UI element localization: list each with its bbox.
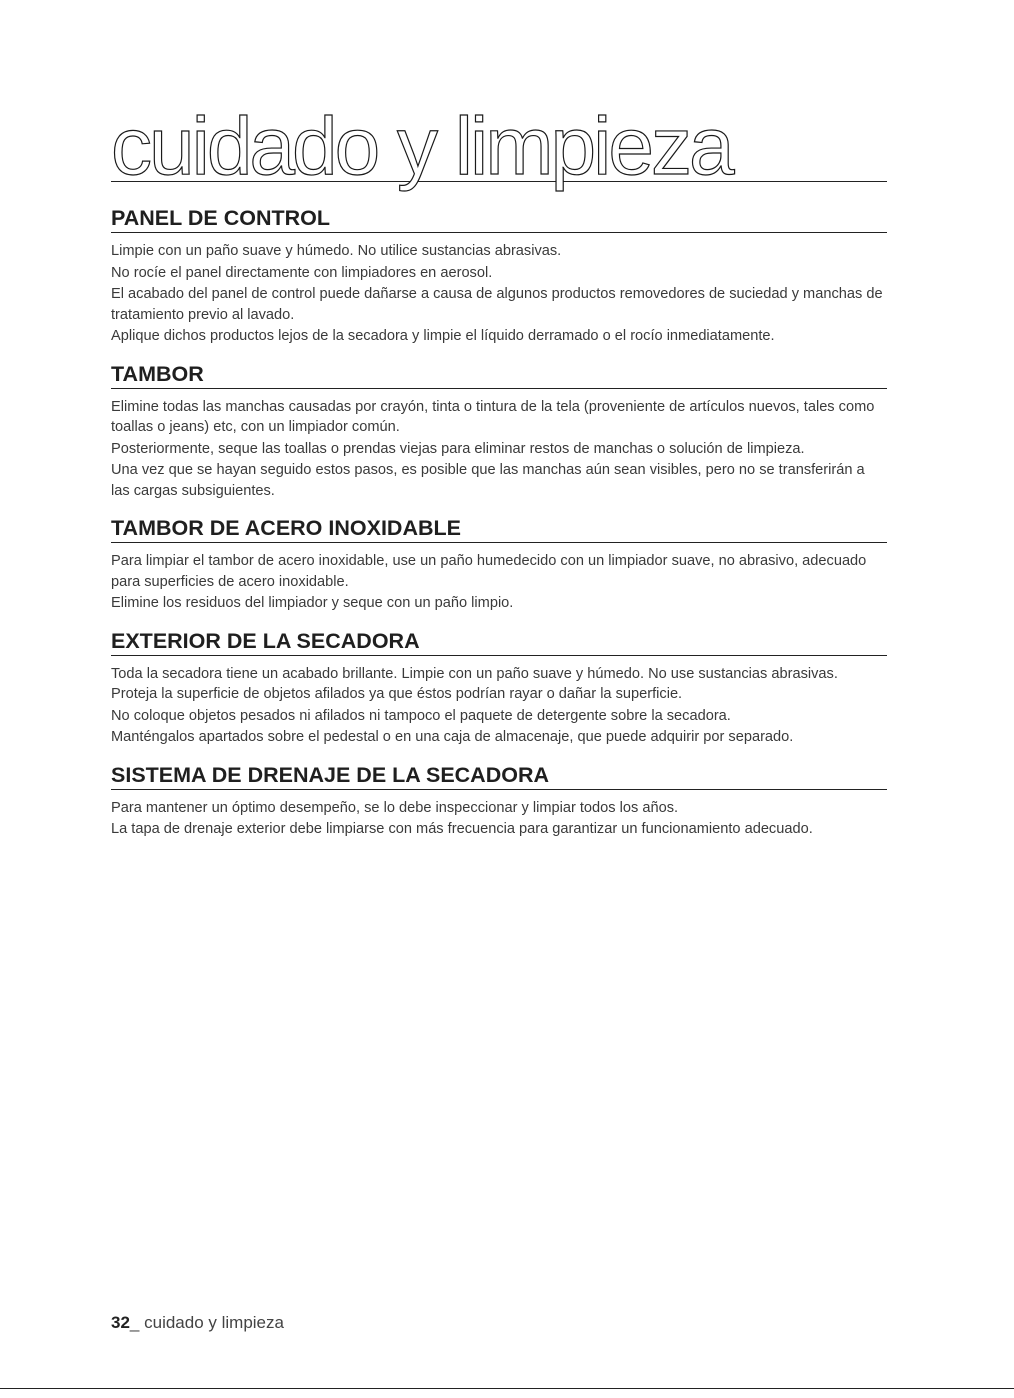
paragraph: No rocíe el panel directamente con limpiadores en aerosol. bbox=[111, 264, 493, 281]
section bbox=[111, 361, 887, 502]
page-title: cuidado y limpieza bbox=[111, 101, 732, 192]
page-title-area bbox=[111, 101, 887, 192]
paragraph: El acabado del panel de control puede dañarse a causa de algunos productos removedores de suciedad y manchas de tratamiento previo al lavado. bbox=[111, 286, 883, 323]
paragraph: Posteriormente, seque las toallas o prendas viejas para eliminar restos de manchas o solución de limpieza. bbox=[111, 440, 805, 457]
section-heading: SISTEMA DE DRENAJE DE LA SECADORA bbox=[111, 762, 887, 790]
section bbox=[111, 762, 887, 840]
paragraph: Toda la secadora tiene un acabado brillante. Limpie con un paño suave y húmedo. No use sustancias abrasivas. Proteja la superficie de objetos afilados ya que éstos podrían rayar o dañar la superficie. bbox=[111, 665, 838, 702]
footer-separator: _ bbox=[129, 1313, 140, 1332]
bottom-divider bbox=[0, 1388, 1014, 1389]
paragraph: Elimine todas las manchas causadas por crayón, tinta o tintura de la tela (proveniente de artículos nuevos, tales como toallas o jeans) etc, con un limpiador común. bbox=[111, 398, 875, 435]
section bbox=[111, 515, 887, 614]
paragraph: No coloque objetos pesados ni afilados ni tampoco el paquete de detergente sobre la secadora. bbox=[111, 707, 731, 724]
paragraph: Para mantener un óptimo desempeño, se lo debe inspeccionar y limpiar todos los años. bbox=[111, 799, 679, 816]
section-heading: TAMBOR bbox=[111, 361, 887, 389]
section-heading: TAMBOR DE ACERO INOXIDABLE bbox=[111, 515, 887, 543]
paragraph: La tapa de drenaje exterior debe limpiarse con más frecuencia para garantizar un funcionamiento adecuado. bbox=[111, 821, 813, 837]
paragraph: Manténgalos apartados sobre el pedestal o en una caja de almacenaje, que puede adquirir por separado. bbox=[111, 729, 794, 745]
section bbox=[111, 628, 887, 748]
paragraph: Elimine los residuos del limpiador y seque con un paño limpio. bbox=[111, 595, 514, 611]
content-sections bbox=[111, 205, 887, 854]
section bbox=[111, 205, 887, 347]
footer-section-name: cuidado y limpieza bbox=[139, 1313, 284, 1332]
paragraph: Limpie con un paño suave y húmedo. No utilice sustancias abrasivas. bbox=[111, 243, 562, 259]
paragraph: Una vez que se hayan seguido estos pasos, es posible que las manchas aún sean visibles, pero no se transferirán a las cargas subsiguientes. bbox=[111, 462, 865, 499]
paragraph: Para limpiar el tambor de acero inoxidable, use un paño humedecido con un limpiador suave, no abrasivo, adecuado para superficies de acero inoxidable. bbox=[111, 553, 867, 590]
section-heading: EXTERIOR DE LA SECADORA bbox=[111, 628, 887, 656]
section-heading: PANEL DE CONTROL bbox=[111, 205, 887, 233]
page-number: 32 bbox=[111, 1313, 130, 1332]
paragraph: Aplique dichos productos lejos de la secadora y limpie el líquido derramado o el rocío inmediatamente. bbox=[111, 328, 775, 344]
page-footer bbox=[111, 1313, 284, 1333]
